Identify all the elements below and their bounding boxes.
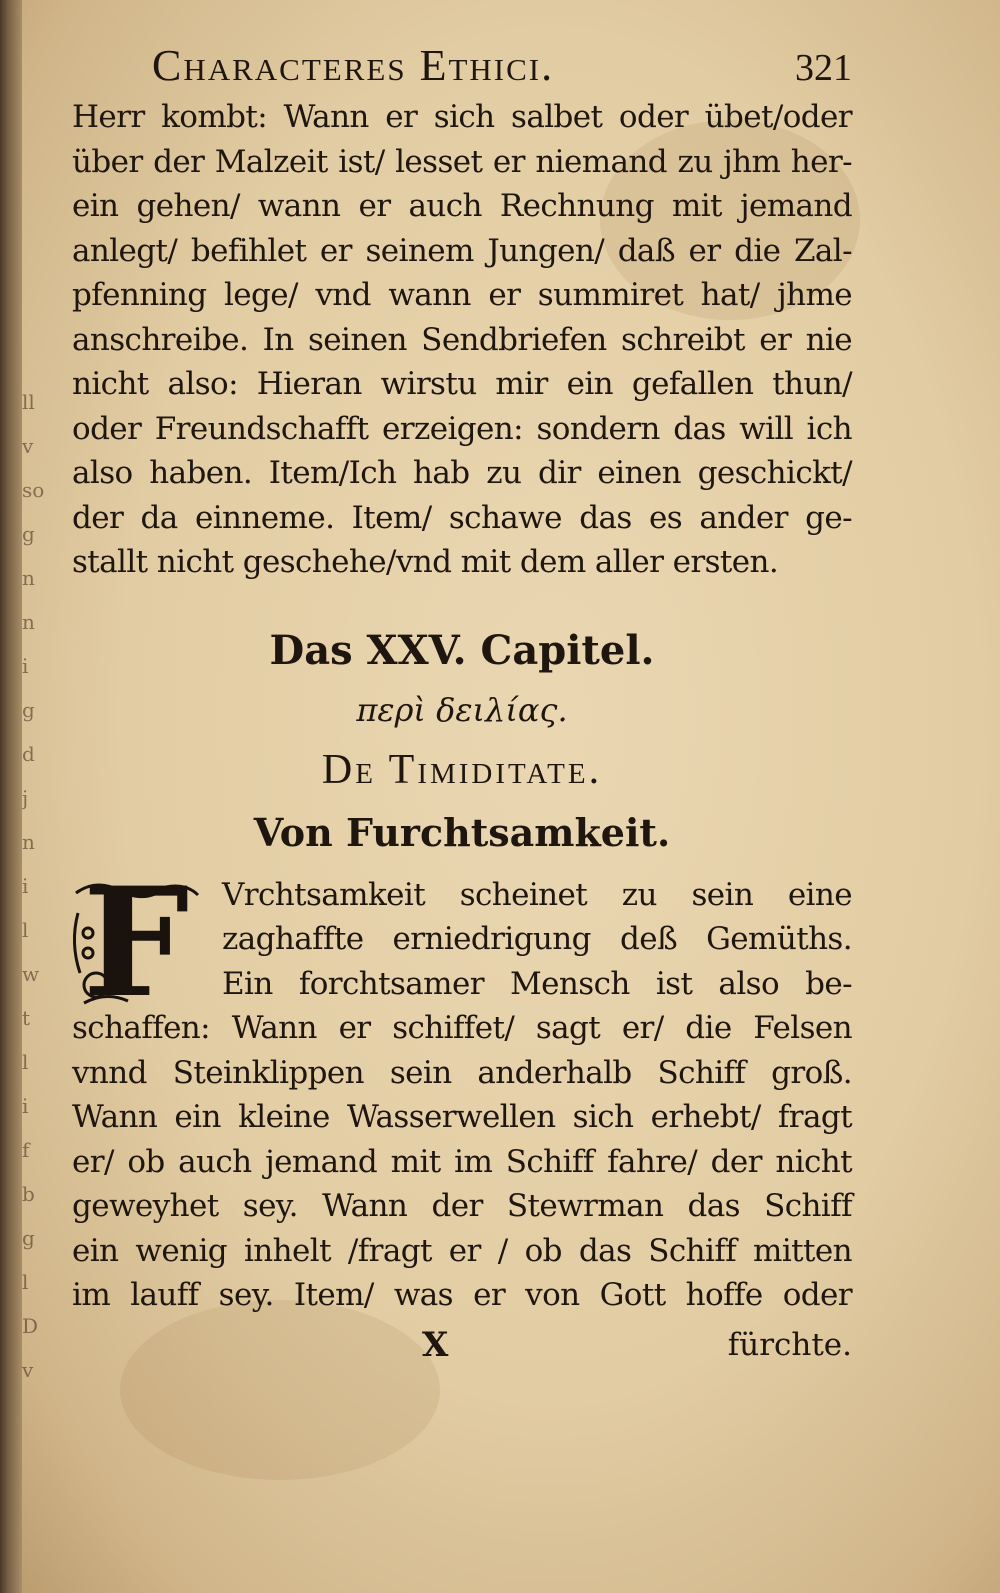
text-block [72,40,852,1370]
running-head [152,40,852,91]
latin-title: De Timiditate. [321,746,603,793]
paragraph-2 [72,854,852,1318]
german-title: Von Furchtsamkeit. [253,809,671,855]
text-line: stallt nicht geschehe/vnd mit dem aller ersten. [72,544,779,580]
facing-page-bleed: ll v so g n n i g d j n i l w t l i f b g l D v [22,390,44,1382]
text-line: anschreibe. In seinen Sendbriefen schreibt er nie [72,321,852,358]
text-line: ein gehen/ wann er auch Rechnung mit jemand [72,188,852,224]
initial-ornament-icon [66,873,206,1013]
text-line: anlegt/ befihlet er seinem Jungen/ daß er die Zal- [72,232,852,269]
text-line: geweyhet sey. Wann der Stewrman das Schiff [72,1188,852,1224]
text-line: der da einneme. Item/ schawe das es ander ge- [72,499,852,536]
running-title: Characteres Ethici. [152,41,555,90]
text-line: also haben. Item/Ich hab zu dir einen geschickt/ [72,455,852,491]
text-line: schaffen: Wann er schiffet/ sagt er/ die Felsen [72,1010,852,1046]
initial-letter: F [82,854,190,1031]
text-line: über der Malzeit ist/ lesset er niemand zu jhm her- [72,143,852,180]
text-line: vnnd Steinklippen sein anderhalb Schiff groß. [72,1054,852,1091]
page-number: 321 [795,47,852,89]
text-line: nicht also: Hieran wirstu mir ein gefallen thun/ [72,366,852,402]
text-line: im lauff sey. Item/ was er von Gott hoffe oder [72,1277,852,1313]
greek-title: περὶ δειλίας. [356,690,568,729]
page-footer [72,1320,852,1370]
decorated-initial [66,854,206,1031]
catchword: fürchte. [727,1326,852,1363]
text-line: Ein forchtsamer Mensch ist also be- [222,965,852,1002]
text-line: Herr kombt: Wann er sich salbet oder übet/oder [72,99,852,135]
text-line: oder Freundschafft erzeigen: sondern das will ich [72,410,852,447]
signature-mark: X [422,1324,449,1365]
text-line: ein wenig inhelt /fragt er / ob das Schiff mitten [72,1232,852,1269]
chapter-heading: Das XXV. Capitel. [269,626,655,674]
text-line: er/ ob auch jemand mit im Schiff fahre/ der nicht [72,1143,852,1180]
text-line: Wann ein kleine Wasserwellen sich erhebt/ fragt [72,1099,852,1135]
text-line: pfenning lege/ vnd wann er summiret hat/ jhme [72,277,852,313]
binding-gutter [0,0,22,1593]
text-line: zaghaffte erniedrigung deß Gemüths. [222,921,852,957]
text-line: Vrchtsamkeit scheinet zu sein eine [222,876,852,913]
paragraph-1 [72,95,852,585]
